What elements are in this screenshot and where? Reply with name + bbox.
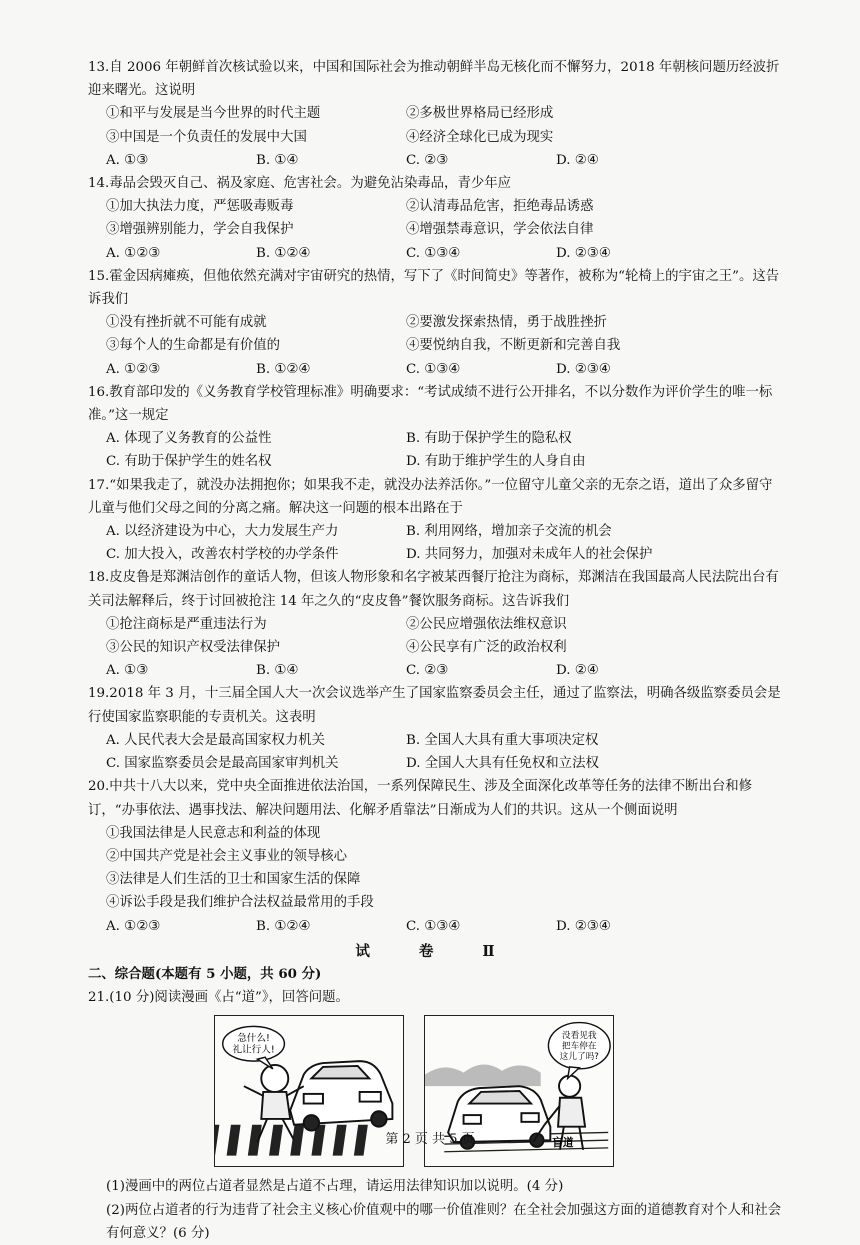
choice: C. 加大投入，改善农村学校的办学条件 — [106, 547, 339, 563]
choice: C. ②③ — [406, 152, 449, 168]
choice: A. ①②③ — [106, 361, 161, 377]
option: ④公民享有广泛的政治权利 — [406, 640, 567, 656]
question-stem: 20.中共十八大以来，党中央全面推进依法治国，一系列保障民生、涉及全面深化改革等任务的法律不断出台和修订，“办事依法、遇事找法、解决问题用法、化解矛盾靠法”日渐成为人们的共识。这从一个侧面说明 — [88, 779, 753, 818]
option: ②多极世界格局已经形成 — [406, 106, 554, 122]
choice: C. ②③ — [406, 663, 449, 679]
tree-shape — [425, 1065, 541, 1087]
option: ②要激发探索热情，勇于战胜挫折 — [406, 315, 607, 331]
choice: A. ①②③ — [106, 245, 161, 261]
choice: B. ①④ — [256, 663, 299, 679]
option: ③每个人的生命都是有价值的 — [106, 338, 281, 354]
option: ①我国法律是人民意志和利益的体现 — [106, 825, 321, 841]
question-21 — [88, 986, 784, 1245]
option: ①加大执法力度，严惩吸毒贩毒 — [106, 199, 294, 215]
choice: C. 国家监察委员会是最高国家审判机关 — [106, 756, 339, 772]
choice: B. ①④ — [256, 152, 299, 168]
part2-heading: 二、综合题(本题有 5 小题，共 60 分) — [88, 965, 322, 982]
question-stem: 16.教育部印发的《义务教育学校管理标准》明确要求：“考试成绩不进行公开排名，不以分数作为评价学生的唯一标准。”这一规定 — [88, 384, 773, 424]
option: ③公民的知识产权受法律保护 — [106, 640, 281, 656]
question-16 — [88, 381, 784, 474]
choice: B. 全国人大具有重大事项决定权 — [406, 732, 599, 748]
choice: B. 利用网络，增加亲子交流的机会 — [406, 524, 612, 540]
car-shape — [290, 1061, 392, 1130]
choice: B. 有助于保护学生的隐私权 — [406, 431, 572, 447]
option: ③中国是一个负责任的发展中大国 — [106, 129, 307, 145]
option: ①和平与发展是当今世界的时代主题 — [106, 106, 321, 122]
option: ②公民应增强依法维权意识 — [406, 616, 567, 632]
page-footer: 第 2 页 共 5 页 — [385, 1132, 475, 1147]
choice: D. ②③④ — [556, 245, 611, 261]
option: ④诉讼手段是我们维护合法权益最常用的手段 — [106, 895, 374, 911]
choice: A. ①③ — [106, 152, 149, 168]
choice: A. ①②③ — [106, 918, 161, 934]
choice: A. 人民代表大会是最高国家权力机关 — [106, 732, 326, 748]
question-19 — [88, 682, 784, 775]
bubble-text: 急什么! — [237, 1033, 270, 1045]
choice: C. ①③④ — [406, 361, 461, 377]
choice: D. 共同努力，加强对未成年人的社会保护 — [406, 547, 653, 563]
question-15 — [88, 265, 784, 381]
question-17 — [88, 474, 784, 567]
choice: C. 有助于保护学生的姓名权 — [106, 454, 272, 470]
choice: D. ②④ — [556, 663, 599, 679]
option: ②认清毒品危害，拒绝毒品诱惑 — [406, 199, 594, 215]
section-title: 试 卷 Ⅱ — [355, 942, 517, 960]
bubble-text: 把车停在 — [561, 1041, 597, 1052]
speech-bubble — [223, 1027, 285, 1069]
blind-road-label: 盲道 — [552, 1137, 574, 1150]
question-stem: 13.自 2006 年朝鲜首次核试验以来，中国和国际社会为推动朝鲜半岛无核化而不懈努力，2018 年朝核问题历经波折迎来曙光。这说明 — [88, 60, 780, 99]
sub-question-2: (2)两位占道者的行为违背了社会主义核心价值观中的哪一价值准则？在全社会加强这方面的道德教育对个人和社会有何意义？(6 分) — [106, 1202, 782, 1241]
choice: A. 以经济建设为中心，大力发展生产力 — [106, 524, 339, 540]
option: ③增强辨别能力，学会自我保护 — [106, 222, 294, 238]
choice: A. ①③ — [106, 663, 149, 679]
speech-bubble — [548, 1023, 610, 1079]
option: ③法律是人们生活的卫士和国家生活的保障 — [106, 872, 361, 888]
option: ④要悦纳自我，不断更新和完善自我 — [406, 338, 621, 354]
sub-question-1: (1)漫画中的两位占道者显然是占道不占理，请运用法律知识加以说明。(4 分) — [106, 1179, 564, 1195]
question-stem: 17.“如果我走了，就没办法拥抱你；如果我不走，就没办法养活你。”一位留守儿童父亲的无奈之语，道出了众多留守儿童与他们父母之间的分离之痛。解决这一问题的根本出路在于 — [88, 477, 773, 516]
option: ④经济全球化已成为现实 — [406, 129, 554, 145]
question-stem: 18.皮皮鲁是郑渊洁创作的童话人物，但该人物形象和名字被某西餐厅抢注为商标，郑渊洁在我国最高人民法院出台有关司法解释后，终于讨回被抢注 14 年之久的“皮皮鲁”餐饮服务商标。这告诉我们 — [88, 570, 779, 609]
choice: D. 全国人大具有任免权和立法权 — [406, 756, 599, 772]
choice: C. ①③④ — [406, 918, 461, 934]
question-14 — [88, 172, 784, 265]
option: ①没有挫折就不可能有成就 — [106, 315, 267, 331]
question-20 — [88, 775, 784, 937]
choice: A. 体现了义务教育的公益性 — [106, 431, 272, 447]
question-stem: 14.毒品会毁灭自己、祸及家庭、危害社会。为避免沾染毒品，青少年应 — [88, 176, 512, 192]
choice: B. ①②④ — [256, 918, 311, 934]
choice: C. ①③④ — [406, 245, 461, 261]
question-13 — [88, 56, 784, 172]
choice: D. 有助于维护学生的人身自由 — [406, 454, 586, 470]
question-stem: 21.(10 分)阅读漫画《占“道”》，回答问题。 — [88, 990, 349, 1006]
choice: B. ①②④ — [256, 245, 311, 261]
bubble-text: 没看见我 — [561, 1031, 597, 1042]
question-18 — [88, 566, 784, 682]
option: ②中国共产党是社会主义事业的领导核心 — [106, 848, 348, 864]
bubble-text: 这儿了吗? — [559, 1052, 599, 1063]
option: ①抢注商标是严重违法行为 — [106, 616, 267, 632]
choice: D. ②③④ — [556, 361, 611, 377]
choice: D. ②③④ — [556, 918, 611, 934]
choice: B. ①②④ — [256, 361, 311, 377]
option: ④增强禁毒意识，学会依法自律 — [406, 222, 594, 238]
question-stem: 15.霍金因病瘫痪，但他依然充满对宇宙研究的热情，写下了《时间简史》等著作，被称为“轮椅上的宇宙之王”。这告诉我们 — [88, 268, 780, 308]
question-stem: 19.2018 年 3 月，十三届全国人大一次会议选举产生了国家监察委员会主任，通过了监察法，明确各级监察委员会是行使国家监察职能的专责机关。这表明 — [88, 686, 781, 725]
choice: D. ②④ — [556, 152, 599, 168]
bubble-text: 礼让行人! — [232, 1044, 275, 1056]
